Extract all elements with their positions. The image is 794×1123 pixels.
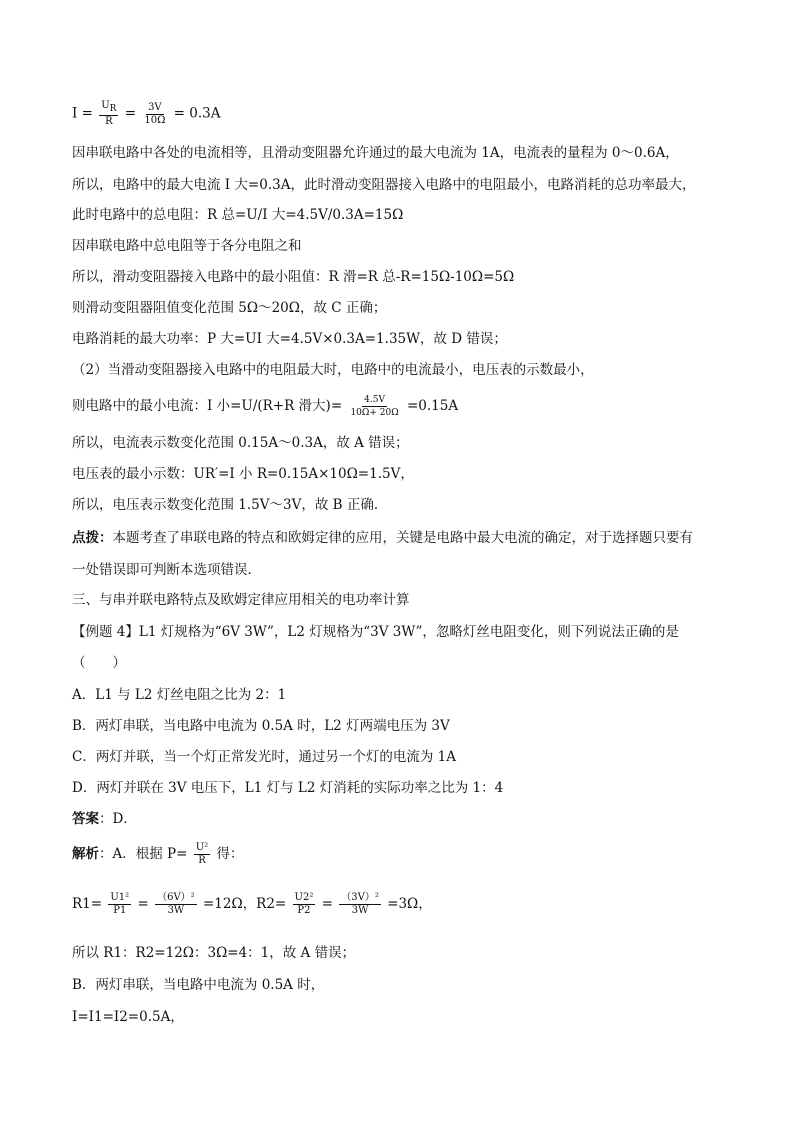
numerator: 3V bbox=[148, 101, 162, 113]
numerator: （3V）² bbox=[341, 892, 379, 903]
answer-line bbox=[72, 810, 137, 828]
denominator: R bbox=[105, 116, 113, 127]
text-line: 此时电路中的总电阻：R 总=U/I 大=4.5V/0.3A=15Ω bbox=[72, 207, 404, 223]
explanation-text: 得： bbox=[216, 846, 244, 862]
fraction bbox=[348, 394, 400, 419]
text-line: 因串联电路中总电阻等于各分电阻之和 bbox=[72, 238, 302, 254]
fraction bbox=[339, 892, 381, 917]
formula-text: = bbox=[124, 105, 137, 122]
formula-text: =12Ω，R2= bbox=[202, 896, 287, 912]
numerator: （6V）² bbox=[157, 892, 195, 903]
explanation-line bbox=[72, 842, 243, 867]
explanation-label: 解析 bbox=[72, 846, 99, 862]
subscript: R bbox=[109, 104, 117, 114]
text-line: 所以，滑动变阻器接入电路中的最小阻值：R 滑=R 总-R=15Ω-10Ω=5Ω bbox=[72, 269, 515, 285]
text-line: B．两灯串联，当电路中电流为 0.5A 时， bbox=[72, 977, 325, 993]
text-line: 所以 R1：R2=12Ω：3Ω=4：1，故 A 错误； bbox=[72, 945, 356, 961]
text-line: 电路消耗的最大功率：P 大=UI 大=4.5V×0.3A=1.35W，故 D 错误； bbox=[72, 331, 507, 347]
explanation-text: ：A．根据 P= bbox=[99, 846, 188, 862]
section-heading: 三、与串并联电路特点及欧姆定律应用相关的电功率计算 bbox=[72, 592, 410, 608]
fraction bbox=[155, 892, 197, 917]
text-line: 所以，电压表示数变化范围 1.5V～3V，故 B 正确． bbox=[72, 497, 388, 513]
fraction bbox=[142, 102, 167, 127]
fraction bbox=[108, 892, 131, 917]
formula-current bbox=[72, 100, 221, 128]
formula-text: =0.15A bbox=[406, 398, 459, 414]
numerator: 4.5V bbox=[364, 395, 385, 405]
text-line: 则滑动变阻器阻值变化范围 5Ω～20Ω，故 C 正确； bbox=[72, 300, 387, 316]
tip-text: 本题考查了串联电路的特点和欧姆定律的应用，关键是电路中最大电流的确定，对于选择题只要有 bbox=[112, 530, 693, 546]
denominator: P2 bbox=[297, 905, 311, 916]
fraction bbox=[194, 842, 210, 867]
formula-text: I = bbox=[72, 105, 93, 122]
denominator: 10Ω+ 20Ω bbox=[350, 408, 399, 418]
text-line: 所以，电路中的最大电流 I 大=0.3A，此时滑动变阻器接入电路中的电阻最小，电路消耗的总功率最大， bbox=[72, 177, 696, 193]
option-b: B．两灯串联，当电路中电流为 0.5A 时，L2 灯两端电压为 3V bbox=[72, 718, 450, 734]
option-a: A．L1 与 L2 灯丝电阻之比为 2：1 bbox=[72, 687, 287, 703]
answer-blank: （ ） bbox=[72, 655, 126, 671]
text-line: （2）当滑动变阻器接入电路中的电阻最大时，电路中的电流最小，电压表的示数最小， bbox=[72, 362, 594, 378]
fraction bbox=[293, 892, 316, 917]
example-question: 【例题 4】L1 灯规格为“6V 3W”，L2 灯规格为“3V 3W”，忽略灯丝电阻变化，则下列说法正确的是 bbox=[72, 624, 679, 640]
formula-text: = bbox=[137, 896, 149, 912]
tip-label: 点拨： bbox=[72, 530, 113, 546]
text-line: 所以，电流表示数变化范围 0.15A～0.3A，故 A 错误； bbox=[72, 435, 409, 451]
text-line: 因串联电路中各处的电流相等，且滑动变阻器允许通过的最大电流为 1A，电流表的量程为 0～0.6A， bbox=[72, 145, 679, 161]
numerator: U bbox=[101, 100, 110, 111]
text-line: 一处错误即可判断本选项错误． bbox=[72, 562, 261, 578]
option-d: D．两灯并联在 3V 电压下，L1 灯与 L2 灯消耗的实际功率之比为 1：4 bbox=[72, 780, 504, 796]
denominator: 3W bbox=[167, 905, 185, 916]
denominator: 3W bbox=[351, 905, 369, 916]
formula-text: = bbox=[321, 896, 333, 912]
numerator: U2² bbox=[294, 892, 314, 903]
denominator: P1 bbox=[113, 905, 127, 916]
numerator: U1² bbox=[110, 892, 130, 903]
formula-text: R1= bbox=[72, 896, 103, 912]
answer-label: 答案 bbox=[72, 811, 99, 827]
option-c: C．两灯并联，当一个灯正常发光时，通过另一个灯的电流为 1A bbox=[72, 749, 456, 765]
tip-paragraph bbox=[72, 529, 693, 547]
formula-text: 则电路中的最小电流：I 小=U/(R+R 滑大)= bbox=[72, 398, 343, 414]
formula-min-current bbox=[72, 394, 458, 419]
text-line: 电压表的最小示数：UR′=I 小 R=0.15A×10Ω=1.5V， bbox=[72, 466, 414, 482]
formula-resistance bbox=[72, 892, 432, 917]
text-line: I=I1=I2=0.5A， bbox=[72, 1009, 184, 1025]
numerator: U² bbox=[195, 842, 209, 853]
denominator: 10Ω bbox=[144, 114, 166, 126]
formula-text: =3Ω， bbox=[387, 896, 432, 912]
formula-text: = 0.3A bbox=[173, 105, 221, 122]
answer-text: ：D． bbox=[99, 811, 137, 827]
fraction bbox=[99, 100, 118, 128]
denominator: R bbox=[198, 855, 206, 866]
